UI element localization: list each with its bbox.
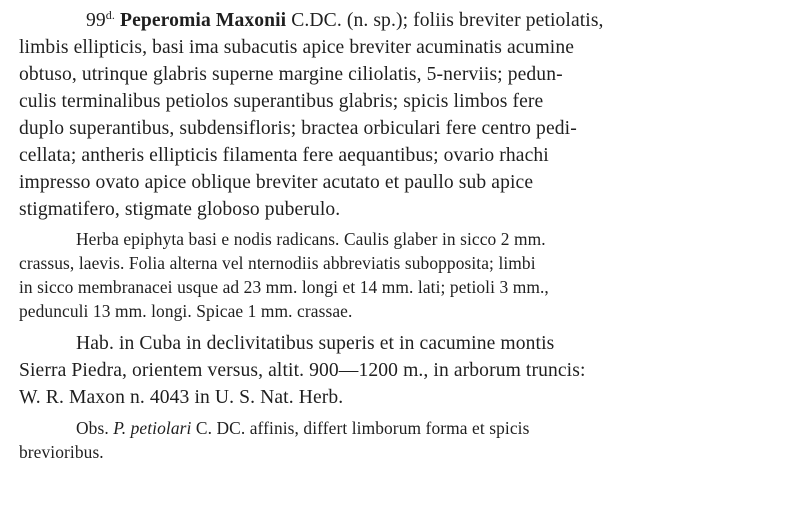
p2-line-3: in sicco membranacei usque ad 23 mm. longi et 14 mm. lati; petioli 3 mm.,: [19, 277, 549, 297]
species-author-text: C.DC. (n. sp.); foliis breviter petiolatis,: [291, 10, 604, 31]
p2-line-1: Herba epiphyta basi e nodis radicans. Caulis glaber in sicco 2 mm.: [76, 229, 546, 249]
p1-line-6: cellata; antheris ellipticis filamenta fere aequantibus; ovario rhachi: [19, 145, 549, 166]
p1-line-3: obtuso, utrinque glabris superne margine ciliolatis, 5-nerviis; pedun-: [19, 64, 563, 85]
p2-line-2: crassus, laevis. Folia alterna vel nternodiis abbreviatis subopposita; limbi: [19, 253, 536, 273]
p1-line-8: stigmatifero, stigmate globoso puberulo.: [19, 199, 341, 220]
species-name: Peperomia Maxonii: [120, 10, 287, 31]
p1-line-1: [86, 8, 604, 34]
p2-line-4: pedunculi 13 mm. longi. Spicae 1 mm. crassae.: [19, 301, 353, 321]
species-number: 99: [86, 10, 106, 31]
obs-label: Obs.: [76, 418, 109, 438]
obs-species: P. petiolari: [113, 418, 192, 438]
species-number-sup: d.: [105, 8, 115, 22]
p3-line-1: Hab. in Cuba in declivitatibus superis et in cacumine montis: [76, 333, 555, 354]
p1-line-7: impresso ovato apice oblique breviter acutato et paullo sub apice: [19, 172, 534, 193]
p1-line-4: culis terminalibus petiolos superantibus glabris; spicis limbos fere: [19, 91, 544, 112]
p1-line-5: duplo superantibus, subdensifloris; bractea orbiculari fere centro pedi-: [19, 118, 577, 139]
p3-line-2: Sierra Piedra, orientem versus, altit. 900—1200 m., in arborum truncis:: [19, 360, 586, 381]
p4-line-1: [76, 416, 529, 440]
obs-text: C. DC. affinis, differt limborum forma et spicis: [195, 418, 530, 438]
p3-line-3: W. R. Maxon n. 4043 in U. S. Nat. Herb.: [19, 387, 344, 408]
p4-line-2: brevioribus.: [19, 442, 104, 462]
p1-line-2: limbis ellipticis, basi ima subacutis apice breviter acuminatis acumine: [19, 37, 575, 58]
